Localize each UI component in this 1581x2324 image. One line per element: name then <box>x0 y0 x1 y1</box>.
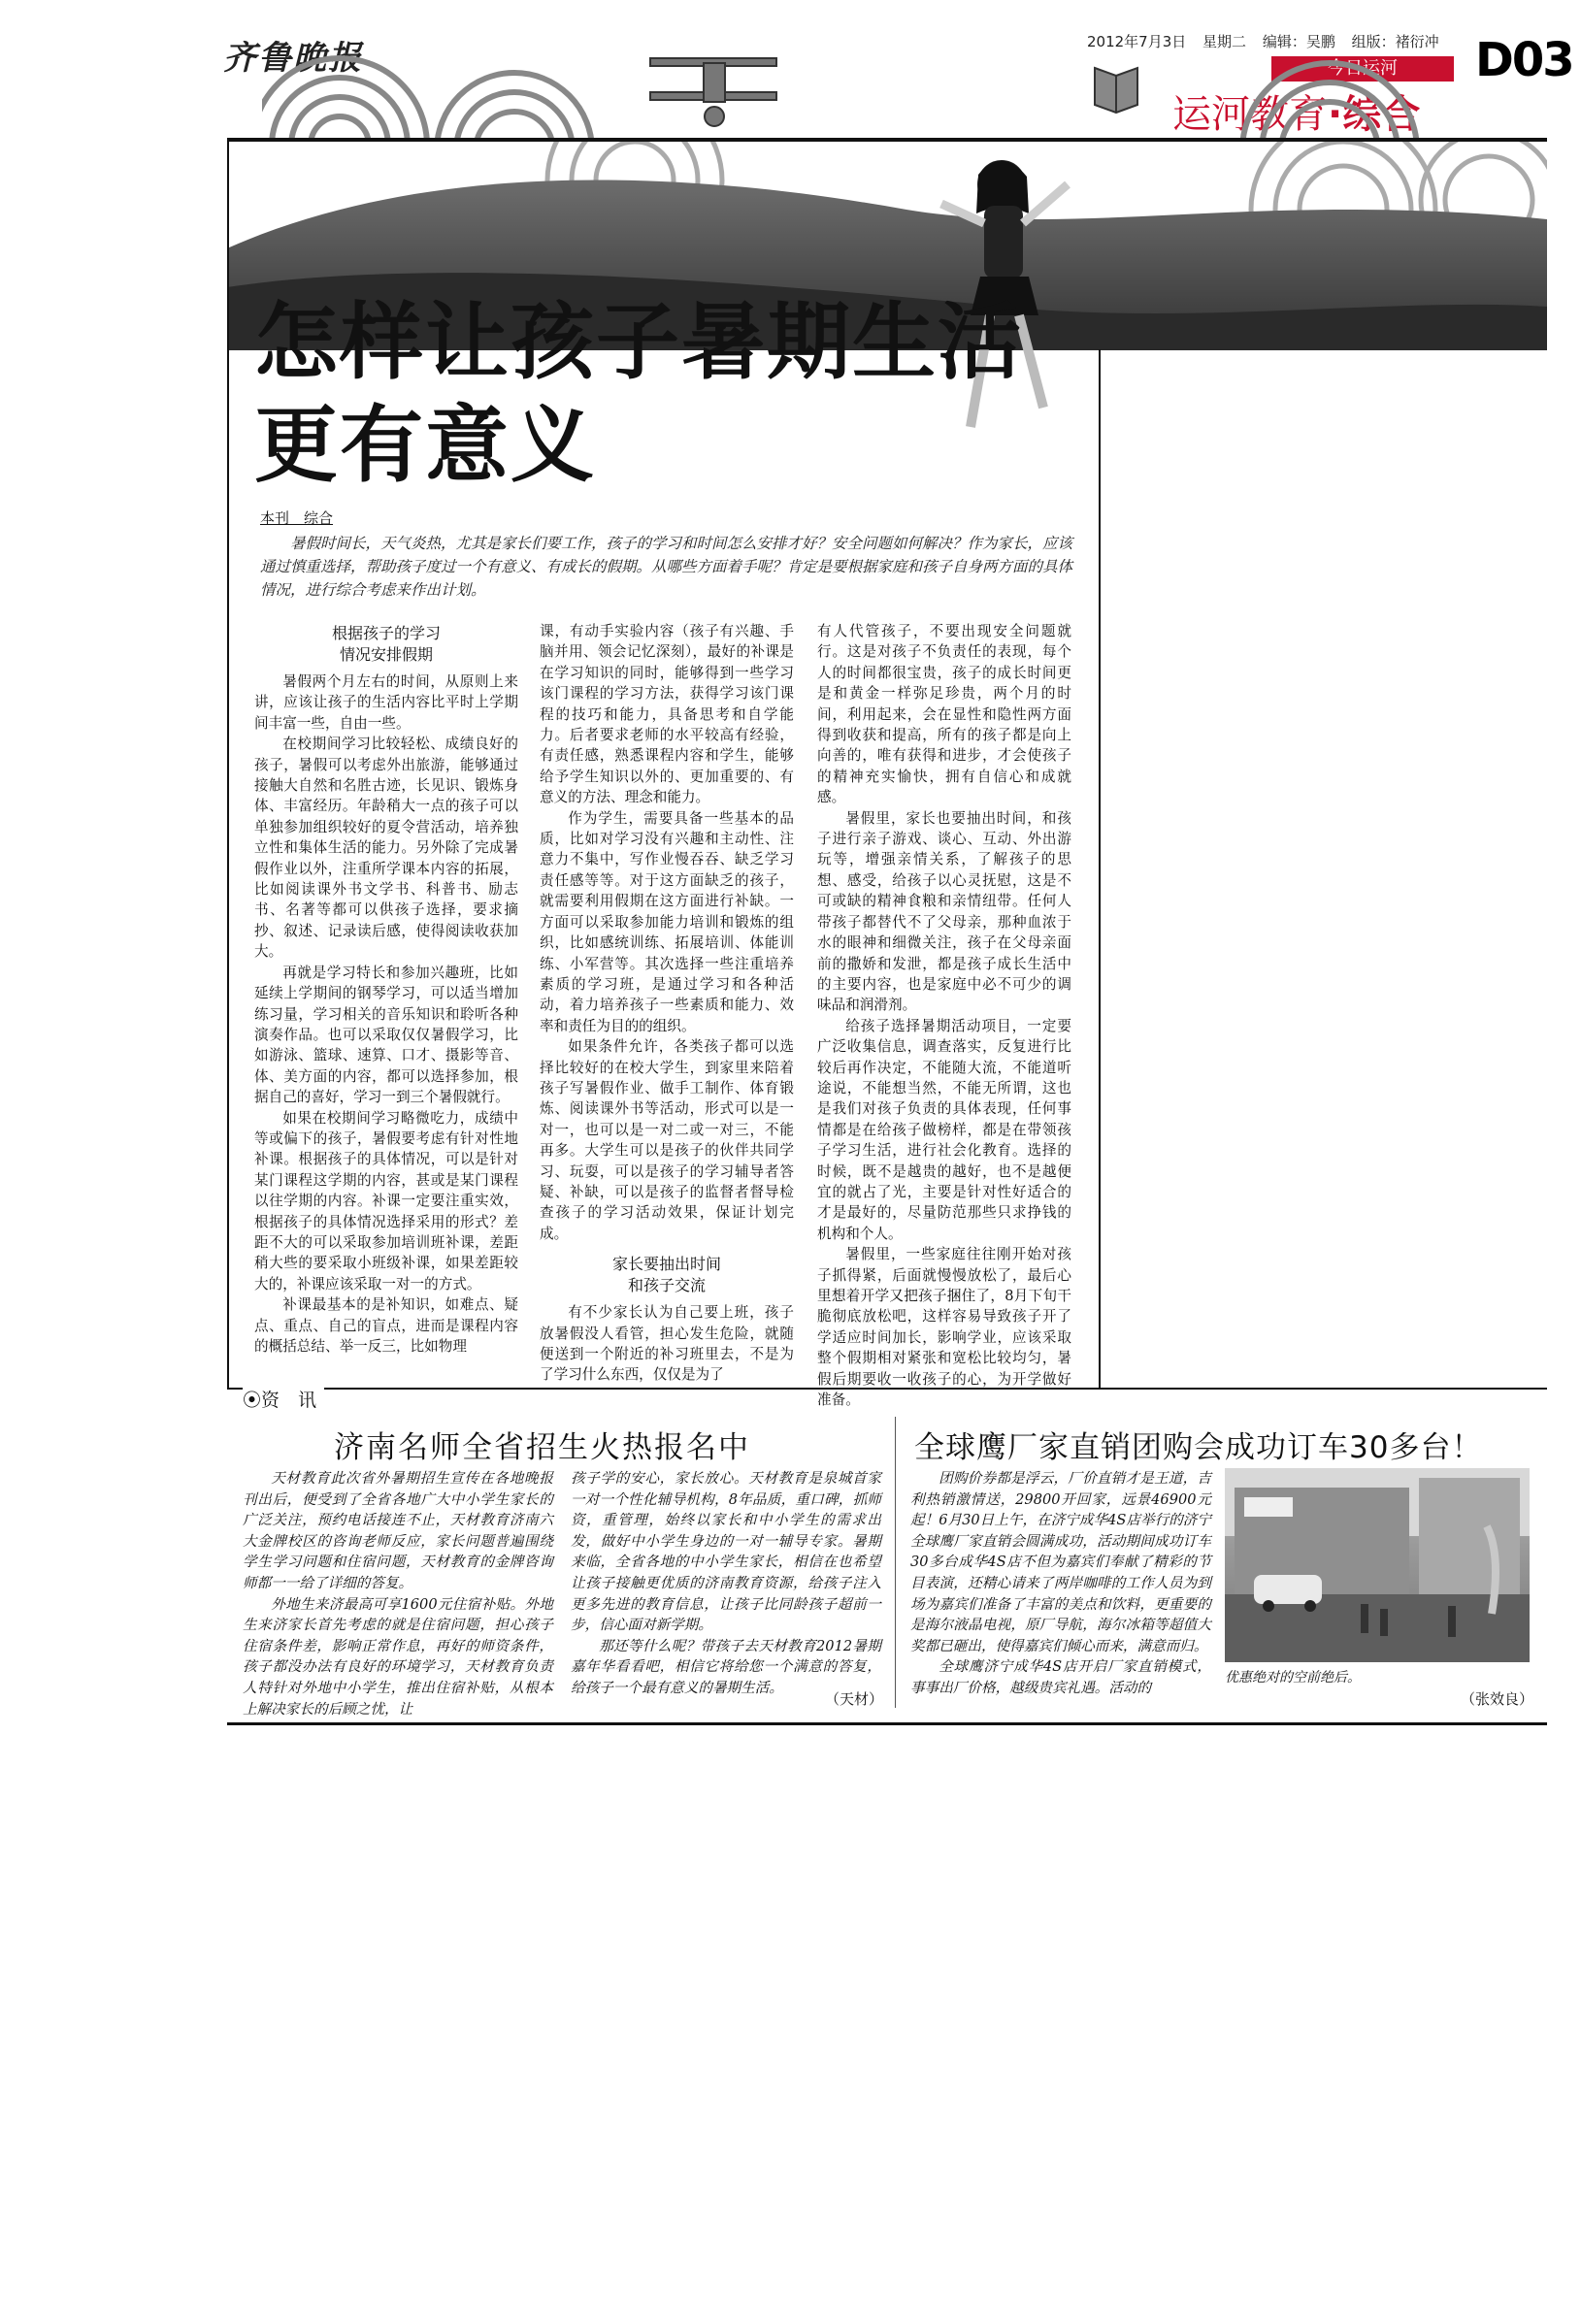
car-dealership-photo <box>1225 1468 1530 1662</box>
subheading-1 <box>254 623 518 666</box>
news-column-divider <box>895 1417 896 1708</box>
paragraph: 暑假里，家长也要抽出时间，和孩子进行亲子游戏、谈心、互动、外出游玩等，增强亲情关系，了解孩子的思想、感受，给孩子以心灵抚慰，这是不可或缺的精神食粮和亲情纽带。任何人带孩子都替代不了父母亲，那种血浓于水的眼神和细微关注，孩子在父母亲面前的撒娇和发泄，都是孩子成长生活中的主要内容，也是家庭中必不可少的调味品和润滑剂。 <box>817 809 1071 1014</box>
news-section-label <box>243 1386 324 1412</box>
paragraph: 给孩子选择暑期活动项目，一定要广泛收集信息，调查落实，反复进行比较后再作决定，不能随大流，不能道听途说，不能想当然，不能无所谓，这也是我们对孩子负责的具体表现，任何事情都是在给孩子做榜样，都是在带领孩子学习生活，进行社会化教育。选择的时候，既不是越贵的越好，也不是越便宜的就占了光，主要是针对性好适合的才是最好的，尽量防范那些只求挣钱的机构和个人。 <box>817 1017 1071 1242</box>
paragraph: 再就是学习特长和参加兴趣班，比如延续上学期间的钢琴学习，可以适当增加练习量，学习相关的音乐知识和聆听各种演奏作品。也可以采取仅仅暑假学习，比如游泳、篮球、速算、口才、摄影等音、体、美方面的内容，都可以选择参加，根据自己的喜好，学习一到三个暑假就行。 <box>254 964 518 1106</box>
photo-caption: 优惠绝对的空前绝后。 <box>1225 1670 1361 1686</box>
news-label-text: 资 讯 <box>261 1390 317 1411</box>
paragraph: 外地生来济最高可享1600元住宿补贴。外地生来济家长首先考虑的就是住宿问题，担心孩子住宿条件差，影响正常作息，再好的师资条件，孩子都没办法有良好的环境学习，天材教育负责人特针对外地中小学生，推出住宿补贴，从根本上解决家长的后顾之忧，让 <box>243 1595 553 1718</box>
header-decoration <box>262 39 1466 146</box>
paragraph: 暑假里，一些家庭往往刚开始对孩子抓得紧，后面就慢慢放松了，最后心里想着开学又把孩子捆住了，8月下旬干脆彻底放松吧，这样容易导致孩子开了学适应时间加长，影响学业，应该采取整个假期相对紧张和宽松比较均匀，暑假后期要收一收孩子的心，为开学做好准备。 <box>817 1246 1071 1409</box>
article-lead: 暑假时间长，天气炎热，尤其是家长们要工作，孩子的学习和时间怎么安排才好？安全问题如何解决？作为家长，应该通过慎重选择，帮助孩子度过一个有意义、有成长的假期。从哪些方面着手呢？肯定是要根据家庭和孩子自身两方面的具体情况，进行综合考虑来作出计划。 <box>260 535 1073 599</box>
news-headline-1: 济南名师全省招生火热报名中 <box>334 1430 750 1465</box>
article-column-1 <box>254 621 518 1357</box>
headline-line1: 怎样让孩子暑期生活 <box>254 294 1023 391</box>
paragraph: 补课最基本的是补知识，如难点、疑点、重点、自己的盲点，进而是课程内容的概括总结、举一反三，比如物理 <box>254 1296 518 1355</box>
newspaper-logo: 齐鲁晚报 <box>223 39 363 78</box>
paragraph: 课，有动手实验内容（孩子有兴趣、手脑并用、领会记忆深刻），最好的补课是在学习知识的同时，能够得到一些学习该门课程的学习方法，获得学习该门课程的技巧和能力，具备思考和自学能力。后者要求老师的水平较高有经验，有责任感，熟悉课程内容和学生，能够给予学生知识以外的、更加重要的、有意义的方法、理念和能力。 <box>540 623 794 806</box>
paragraph: 有不少家长认为自己要上班，孩子放暑假没人看管，担心发生危险，就随便送到一个附近的补习班里去，不是为了学习什么东西，仅仅是为了 <box>540 1304 794 1384</box>
layout-credit: 组版：褚衍冲 <box>1351 33 1439 50</box>
section-dot: · <box>1328 92 1343 137</box>
today-section-tab: 今日运河 <box>1271 56 1454 82</box>
paragraph: 天材教育此次省外暑期招生宣传在各地晚报刊出后，便受到了全省各地广大中小学生家长的广泛关注，预约电话接连不止，天材教育济南六大金牌校区的咨询老师反应，家长问题普遍围绕学生学习问题和住宿问题，天材教育的金牌咨询师都一一给了详细的答复。 <box>243 1470 553 1591</box>
subheading-1-line1: 根据孩子的学习 <box>331 624 441 642</box>
news-2-column <box>910 1468 1211 1699</box>
frame-right <box>1099 349 1101 1388</box>
news-divider-rule <box>227 1388 1547 1390</box>
news-2-credit: （张效良） <box>1461 1690 1534 1708</box>
paragraph: 那还等什么呢？带孩子去天材教育2012暑期嘉年华看看吧，相信它将给您一个满意的答复，给孩子一个最有意义的暑期生活。 <box>571 1637 881 1696</box>
news-1-column-b <box>571 1468 881 1699</box>
page-number: D03 <box>1475 33 1573 87</box>
subheading-2 <box>540 1254 794 1296</box>
paragraph: 全球鹰济宁成华4S店开启厂家直销模式，事事出厂价格，越级贵宾礼遇。活动的 <box>910 1658 1211 1696</box>
paragraph: 暑假两个月左右的时间，从原则上来讲，应该让孩子的生活内容比平时上学期间丰富一些，自由一些。 <box>254 673 518 732</box>
paragraph: 如果条件允许，各类孩子都可以选择比较好的在校大学生，到家里来陪着孩子写暑假作业、做手工制作、体育锻炼、阅读课外书等活动，形式可以是一对一，也可以是一对二或一对三，不能再多。大学生可以是孩子的伙伴共同学习、玩耍，可以是孩子的学习辅导者答疑、补缺，可以是孩子的监督者督导检查孩子的学习活动效果，保证计划完成。 <box>540 1038 794 1242</box>
headline-line2: 更有意义 <box>254 397 596 494</box>
paragraph: 有人代管孩子，不要出现安全问题就行。这是对孩子不负责任的表现，每个人的时间都很宝贵，孩子的成长时间更是和黄金一样弥足珍贵，两个月的时间，利用起来，会在显性和隐性两方面得到收获和提高，所有的孩子都是向上向善的，唯有获得和进步，才会使孩子的精神充实愉快，拥有自信心和成就感。 <box>817 623 1071 806</box>
byline: 本刊 综合 <box>260 509 334 527</box>
header-rule <box>227 138 1547 142</box>
editor-credit: 编辑：吴鹏 <box>1262 33 1335 50</box>
paragraph: 如果在校期间学习略微吃力，成绩中等或偏下的孩子，暑假要考虑有针对性地补课。根据孩子的具体情况，可以是针对某门课程这学期的内容，甚或是某门课程以往学期的内容。补课一定要注重实效，根据孩子的具体情况选择采用的形式？差距不大的可以采取参加培训班补课，差距稍大些的要采取小班级补课，如果差距较大的，补课应该采取一对一的方式。 <box>254 1109 518 1293</box>
subheading-2-line2: 和孩子交流 <box>627 1276 706 1295</box>
article-column-2 <box>540 621 794 1386</box>
subheading-1-line2: 情况安排假期 <box>339 645 433 664</box>
article-column-3 <box>817 621 1071 1410</box>
issue-weekday: 星期二 <box>1202 33 1247 50</box>
subheading-2-line1: 家长要抽出时间 <box>611 1255 721 1274</box>
frame-left <box>227 142 229 1388</box>
section-subname: 综合 <box>1342 92 1421 137</box>
book-icon <box>1087 58 1145 116</box>
news-1-column-a <box>243 1468 553 1719</box>
paragraph: 团购价券都是浮云，厂价直销才是王道，吉利热销激情送，29800开回家，远景46900元起！6月30日上午，在济宁成华4S店举行的济宁全球鹰厂家直销会圆满成功，活动期间成功订车30多台成华4S店不但为嘉宾们奉献了精彩的节目表演，还精心请来了两岸咖啡的工作人员为到场为嘉宾们准备了丰富的美点和饮料，更重要的是海尔液晶电视，原厂导航，海尔冰箱等超值大奖都已砸出，使得嘉宾们倾心而来，满意而归。 <box>910 1470 1211 1654</box>
dealership-illustration <box>1225 1468 1530 1662</box>
biplane-icon <box>650 58 776 126</box>
article-headline <box>254 291 1023 497</box>
target-icon: ⦿ <box>243 1390 262 1411</box>
news-1-credit: （天材） <box>825 1690 884 1708</box>
news-headline-2: 全球鹰厂家直销团购会成功订车30多台！ <box>914 1430 1483 1465</box>
section-name: 运河教育 <box>1172 92 1328 137</box>
paragraph: 孩子学的安心，家长放心。天材教育是泉城首家一对一个性化辅导机构，8年品质，重口碑，抓师资，重管理，始终以家长和中小学生的需求出发，做好中小学生身边的一对一辅导专家。暑期来临，全省各地的中小学生家长，相信在也希望让孩子接触更优质的济南教育资源，给孩子注入更多先进的教育信息，让孩子比同龄孩子超前一步，信心面对新学期。 <box>571 1470 881 1634</box>
bottom-rule <box>227 1722 1547 1725</box>
paragraph: 作为学生，需要具备一些基本的品质，比如对学习没有兴趣和主动性、注意力不集中，写作业慢吞吞、缺乏学习责任感等等。对于这方面缺乏的孩子，就需要利用假期在这方面进行补缺。一方面可以采取参加能力培训和锻炼的组织，比如感统训练、拓展培训、体能训练、小军营等。其次选择一些注重培养素质的学习班，是通过学习和各种活动，着力培养孩子一些素质和能力、效率和责任为目的的组织。 <box>540 809 794 1034</box>
paragraph: 在校期间学习比较轻松、成绩良好的孩子，暑假可以考虑外出旅游，能够通过接触大自然和名胜古迹，长见识、锻炼身体、丰富经历。年龄稍大一点的孩子可以单独参加组织较好的夏令营活动，培养独立性和集体生活的能力。另外除了完成暑假作业以外，注重所学课本内容的拓展，比如阅读课外书文学书、科普书、励志书、名著等都可以供孩子选择，要求摘抄、叙述、记录读后感，使得阅读收获加大。 <box>254 736 518 961</box>
issue-date: 2012年7月3日 <box>1087 33 1187 50</box>
